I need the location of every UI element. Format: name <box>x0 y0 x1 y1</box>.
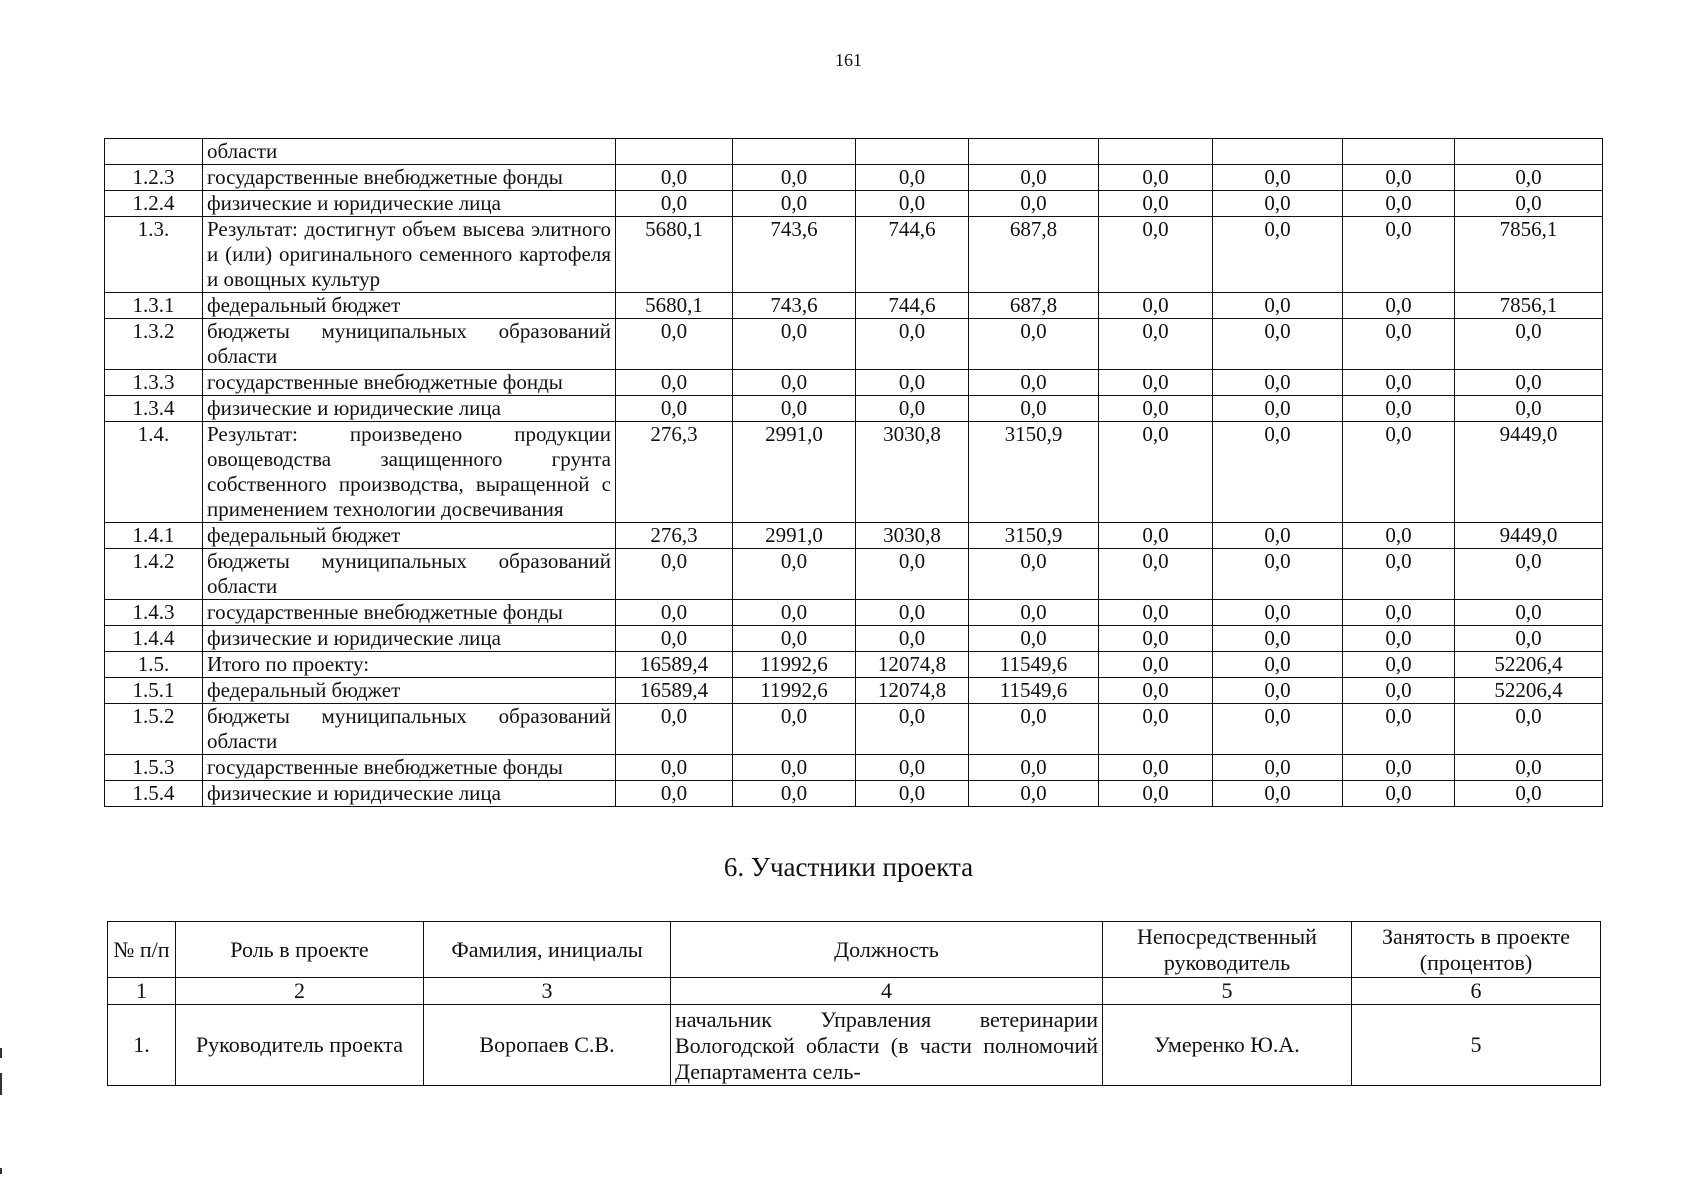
column-number-6: 6 <box>1352 978 1601 1005</box>
value-cell: 0,0 <box>1213 217 1343 293</box>
value-cell: 0,0 <box>1343 600 1455 626</box>
value-cell: 0,0 <box>616 781 733 807</box>
value-cell: 0,0 <box>1213 626 1343 652</box>
value-cell: 0,0 <box>733 370 856 396</box>
value-cell: 0,0 <box>616 165 733 191</box>
value-cell: 0,0 <box>733 396 856 422</box>
value-cell: 0,0 <box>1213 370 1343 396</box>
row-description: Итого по проекту: <box>203 652 616 678</box>
finance-row <box>105 217 1603 293</box>
row-number: 1.5.3 <box>105 755 203 781</box>
value-cell: 0,0 <box>616 704 733 755</box>
value-cell: 16589,4 <box>616 678 733 704</box>
value-cell: 0,0 <box>969 549 1099 600</box>
value-cell: 0,0 <box>1213 755 1343 781</box>
finance-row <box>105 600 1603 626</box>
value-cell: 0,0 <box>1343 626 1455 652</box>
value-cell: 0,0 <box>616 755 733 781</box>
finance-row <box>105 781 1603 807</box>
scan-edge-mark <box>0 1168 2 1174</box>
participant-manager: Умеренко Ю.А. <box>1103 1005 1352 1086</box>
value-cell: 0,0 <box>969 165 1099 191</box>
value-cell: 0,0 <box>1099 319 1213 370</box>
column-number-5: 5 <box>1103 978 1352 1005</box>
value-cell: 3030,8 <box>856 422 969 523</box>
value-cell: 0,0 <box>1099 600 1213 626</box>
row-description: физические и юридические лица <box>203 781 616 807</box>
value-cell: 0,0 <box>1213 191 1343 217</box>
participants-header-row <box>108 922 1601 978</box>
row-description: государственные внебюджетные фонды <box>203 370 616 396</box>
value-cell: 12074,8 <box>856 678 969 704</box>
value-cell: 0,0 <box>1099 678 1213 704</box>
participant-position: начальник Управления ветеринарии Вологодской области (в части полномочий Департамента сель- <box>671 1005 1103 1086</box>
value-cell: 0,0 <box>1455 600 1603 626</box>
value-cell: 0,0 <box>1099 781 1213 807</box>
value-cell: 0,0 <box>856 704 969 755</box>
row-description: Результат: произведено продукции овощеводства защищенного грунта собственного производства, выращенной с применением технологии досвечивания <box>203 422 616 523</box>
participant-name: Воропаев С.В. <box>424 1005 671 1086</box>
finance-row <box>105 396 1603 422</box>
page-number: 161 <box>835 50 862 70</box>
row-number: 1.5.4 <box>105 781 203 807</box>
row-description: федеральный бюджет <box>203 523 616 549</box>
value-cell: 687,8 <box>969 217 1099 293</box>
value-cell: 0,0 <box>733 191 856 217</box>
row-description: физические и юридические лица <box>203 191 616 217</box>
value-cell: 11992,6 <box>733 678 856 704</box>
value-cell: 0,0 <box>1343 293 1455 319</box>
finance-row <box>105 549 1603 600</box>
value-cell: 0,0 <box>1343 678 1455 704</box>
value-cell: 5680,1 <box>616 293 733 319</box>
finance-row <box>105 319 1603 370</box>
value-cell: 0,0 <box>616 319 733 370</box>
value-cell: 0,0 <box>1455 165 1603 191</box>
value-cell: 0,0 <box>856 165 969 191</box>
value-cell: 16589,4 <box>616 652 733 678</box>
row-description: физические и юридические лица <box>203 626 616 652</box>
row-description: физические и юридические лица <box>203 396 616 422</box>
finance-row <box>105 678 1603 704</box>
value-cell: 0,0 <box>856 191 969 217</box>
value-cell: 0,0 <box>1213 704 1343 755</box>
value-cell: 0,0 <box>1213 165 1343 191</box>
value-cell: 0,0 <box>856 319 969 370</box>
value-cell: 0,0 <box>733 626 856 652</box>
row-number: 1.5.1 <box>105 678 203 704</box>
value-cell: 0,0 <box>1455 319 1603 370</box>
value-cell: 7856,1 <box>1455 217 1603 293</box>
section-title: 6. Участники проекта <box>723 852 974 882</box>
value-cell: 0,0 <box>1213 781 1343 807</box>
row-number: 1.3. <box>105 217 203 293</box>
row-description: области <box>203 139 616 165</box>
value-cell: 0,0 <box>856 396 969 422</box>
value-cell: 5680,1 <box>616 217 733 293</box>
value-cell: 3030,8 <box>856 523 969 549</box>
participant-employment: 5 <box>1352 1005 1601 1086</box>
value-cell: 0,0 <box>616 626 733 652</box>
value-cell: 0,0 <box>1099 626 1213 652</box>
value-cell: 0,0 <box>1099 704 1213 755</box>
value-cell: 2991,0 <box>733 422 856 523</box>
column-number-1: 1 <box>108 978 176 1005</box>
value-cell: 276,3 <box>616 523 733 549</box>
value-cell: 0,0 <box>1213 678 1343 704</box>
value-cell <box>1099 139 1213 165</box>
row-description: государственные внебюджетные фонды <box>203 755 616 781</box>
value-cell: 0,0 <box>1343 704 1455 755</box>
row-number: 1.3.3 <box>105 370 203 396</box>
value-cell: 0,0 <box>1343 319 1455 370</box>
header-position: Должность <box>671 922 1103 978</box>
value-cell: 3150,9 <box>969 422 1099 523</box>
value-cell: 0,0 <box>1099 755 1213 781</box>
value-cell <box>1343 139 1455 165</box>
value-cell: 0,0 <box>1099 191 1213 217</box>
header-manager: Непосредственный руководитель <box>1103 922 1352 978</box>
finance-row <box>105 191 1603 217</box>
value-cell: 0,0 <box>969 755 1099 781</box>
finance-row <box>105 626 1603 652</box>
value-cell: 12074,8 <box>856 652 969 678</box>
value-cell <box>733 139 856 165</box>
value-cell: 0,0 <box>1213 600 1343 626</box>
value-cell: 0,0 <box>733 549 856 600</box>
value-cell: 11549,6 <box>969 652 1099 678</box>
row-number: 1.3.1 <box>105 293 203 319</box>
value-cell: 687,8 <box>969 293 1099 319</box>
participant-number: 1. <box>108 1005 176 1086</box>
column-number-4: 4 <box>671 978 1103 1005</box>
value-cell: 0,0 <box>1455 370 1603 396</box>
row-description: государственные внебюджетные фонды <box>203 600 616 626</box>
value-cell: 0,0 <box>1455 626 1603 652</box>
finance-row <box>105 422 1603 523</box>
value-cell: 0,0 <box>969 396 1099 422</box>
value-cell: 0,0 <box>733 600 856 626</box>
value-cell: 0,0 <box>733 319 856 370</box>
value-cell: 0,0 <box>1213 422 1343 523</box>
participant-role: Руководитель проекта <box>176 1005 424 1086</box>
value-cell: 0,0 <box>1099 523 1213 549</box>
value-cell: 0,0 <box>1455 396 1603 422</box>
value-cell: 0,0 <box>1099 370 1213 396</box>
value-cell: 0,0 <box>1343 523 1455 549</box>
value-cell: 0,0 <box>1213 523 1343 549</box>
value-cell: 0,0 <box>1099 422 1213 523</box>
finance-table <box>104 138 1603 807</box>
value-cell: 0,0 <box>1343 549 1455 600</box>
value-cell: 0,0 <box>733 781 856 807</box>
row-number: 1.2.3 <box>105 165 203 191</box>
row-number: 1.4.4 <box>105 626 203 652</box>
value-cell: 0,0 <box>1455 755 1603 781</box>
column-number-3: 3 <box>424 978 671 1005</box>
value-cell: 0,0 <box>733 704 856 755</box>
value-cell: 2991,0 <box>733 523 856 549</box>
finance-row <box>105 523 1603 549</box>
value-cell: 0,0 <box>1213 549 1343 600</box>
value-cell: 9449,0 <box>1455 523 1603 549</box>
row-number: 1.2.4 <box>105 191 203 217</box>
value-cell: 52206,4 <box>1455 678 1603 704</box>
value-cell: 743,6 <box>733 217 856 293</box>
row-description: федеральный бюджет <box>203 293 616 319</box>
row-number: 1.3.2 <box>105 319 203 370</box>
row-description: бюджеты муниципальных образований области <box>203 549 616 600</box>
row-number: 1.3.4 <box>105 396 203 422</box>
scan-edge-mark <box>0 1073 2 1095</box>
row-number: 1.5. <box>105 652 203 678</box>
value-cell: 0,0 <box>1099 396 1213 422</box>
value-cell: 743,6 <box>733 293 856 319</box>
participants-column-numbers-row <box>108 978 1601 1005</box>
header-name: Фамилия, инициалы <box>424 922 671 978</box>
value-cell: 0,0 <box>1099 165 1213 191</box>
header-number: № п/п <box>108 922 176 978</box>
header-employment: Занятость в проекте (процентов) <box>1352 922 1601 978</box>
value-cell: 0,0 <box>733 165 856 191</box>
finance-row <box>105 165 1603 191</box>
value-cell: 0,0 <box>1099 217 1213 293</box>
value-cell: 11549,6 <box>969 678 1099 704</box>
value-cell: 0,0 <box>969 319 1099 370</box>
value-cell: 0,0 <box>969 781 1099 807</box>
row-description: Результат: достигнут объем высева элитного и (или) оригинального семенного картофеля и овощных культур <box>203 217 616 293</box>
value-cell: 0,0 <box>1343 396 1455 422</box>
value-cell: 0,0 <box>1099 549 1213 600</box>
value-cell: 0,0 <box>1099 652 1213 678</box>
finance-row <box>105 704 1603 755</box>
value-cell: 0,0 <box>1455 781 1603 807</box>
value-cell: 3150,9 <box>969 523 1099 549</box>
header-role: Роль в проекте <box>176 922 424 978</box>
row-description: федеральный бюджет <box>203 678 616 704</box>
value-cell: 0,0 <box>969 191 1099 217</box>
value-cell: 52206,4 <box>1455 652 1603 678</box>
row-number: 1.4. <box>105 422 203 523</box>
column-number-2: 2 <box>176 978 424 1005</box>
value-cell: 0,0 <box>616 396 733 422</box>
participants-table <box>107 921 1601 1086</box>
value-cell: 0,0 <box>1343 652 1455 678</box>
row-number: 1.4.2 <box>105 549 203 600</box>
value-cell: 0,0 <box>856 626 969 652</box>
value-cell: 0,0 <box>856 370 969 396</box>
value-cell: 0,0 <box>1343 370 1455 396</box>
finance-row <box>105 652 1603 678</box>
row-number: 1.4.1 <box>105 523 203 549</box>
value-cell <box>856 139 969 165</box>
value-cell: 0,0 <box>1343 217 1455 293</box>
value-cell: 0,0 <box>856 781 969 807</box>
value-cell <box>1455 139 1603 165</box>
value-cell: 0,0 <box>969 600 1099 626</box>
value-cell: 0,0 <box>1343 165 1455 191</box>
value-cell: 0,0 <box>1343 781 1455 807</box>
value-cell: 0,0 <box>1213 319 1343 370</box>
finance-row <box>105 139 1603 165</box>
row-number: 1.4.3 <box>105 600 203 626</box>
value-cell: 7856,1 <box>1455 293 1603 319</box>
value-cell: 744,6 <box>856 217 969 293</box>
value-cell: 0,0 <box>1455 704 1603 755</box>
value-cell: 0,0 <box>1213 652 1343 678</box>
row-number <box>105 139 203 165</box>
participant-row <box>108 1005 1601 1086</box>
row-number: 1.5.2 <box>105 704 203 755</box>
value-cell: 0,0 <box>1343 422 1455 523</box>
value-cell: 0,0 <box>616 549 733 600</box>
value-cell: 0,0 <box>969 626 1099 652</box>
finance-row <box>105 293 1603 319</box>
value-cell: 0,0 <box>1455 191 1603 217</box>
value-cell: 744,6 <box>856 293 969 319</box>
row-description: бюджеты муниципальных образований области <box>203 319 616 370</box>
finance-row <box>105 370 1603 396</box>
value-cell: 0,0 <box>1343 755 1455 781</box>
value-cell: 0,0 <box>1455 549 1603 600</box>
value-cell <box>969 139 1099 165</box>
value-cell: 9449,0 <box>1455 422 1603 523</box>
value-cell: 0,0 <box>733 755 856 781</box>
value-cell: 276,3 <box>616 422 733 523</box>
value-cell: 0,0 <box>856 600 969 626</box>
value-cell: 0,0 <box>616 600 733 626</box>
value-cell: 0,0 <box>856 755 969 781</box>
value-cell <box>616 139 733 165</box>
value-cell: 11992,6 <box>733 652 856 678</box>
value-cell: 0,0 <box>856 549 969 600</box>
value-cell: 0,0 <box>969 370 1099 396</box>
value-cell: 0,0 <box>616 370 733 396</box>
scan-edge-mark <box>0 1048 2 1058</box>
value-cell <box>1213 139 1343 165</box>
value-cell: 0,0 <box>1213 293 1343 319</box>
finance-row <box>105 755 1603 781</box>
value-cell: 0,0 <box>1213 396 1343 422</box>
value-cell: 0,0 <box>1343 191 1455 217</box>
row-description: бюджеты муниципальных образований области <box>203 704 616 755</box>
value-cell: 0,0 <box>969 704 1099 755</box>
value-cell: 0,0 <box>616 191 733 217</box>
row-description: государственные внебюджетные фонды <box>203 165 616 191</box>
value-cell: 0,0 <box>1099 293 1213 319</box>
